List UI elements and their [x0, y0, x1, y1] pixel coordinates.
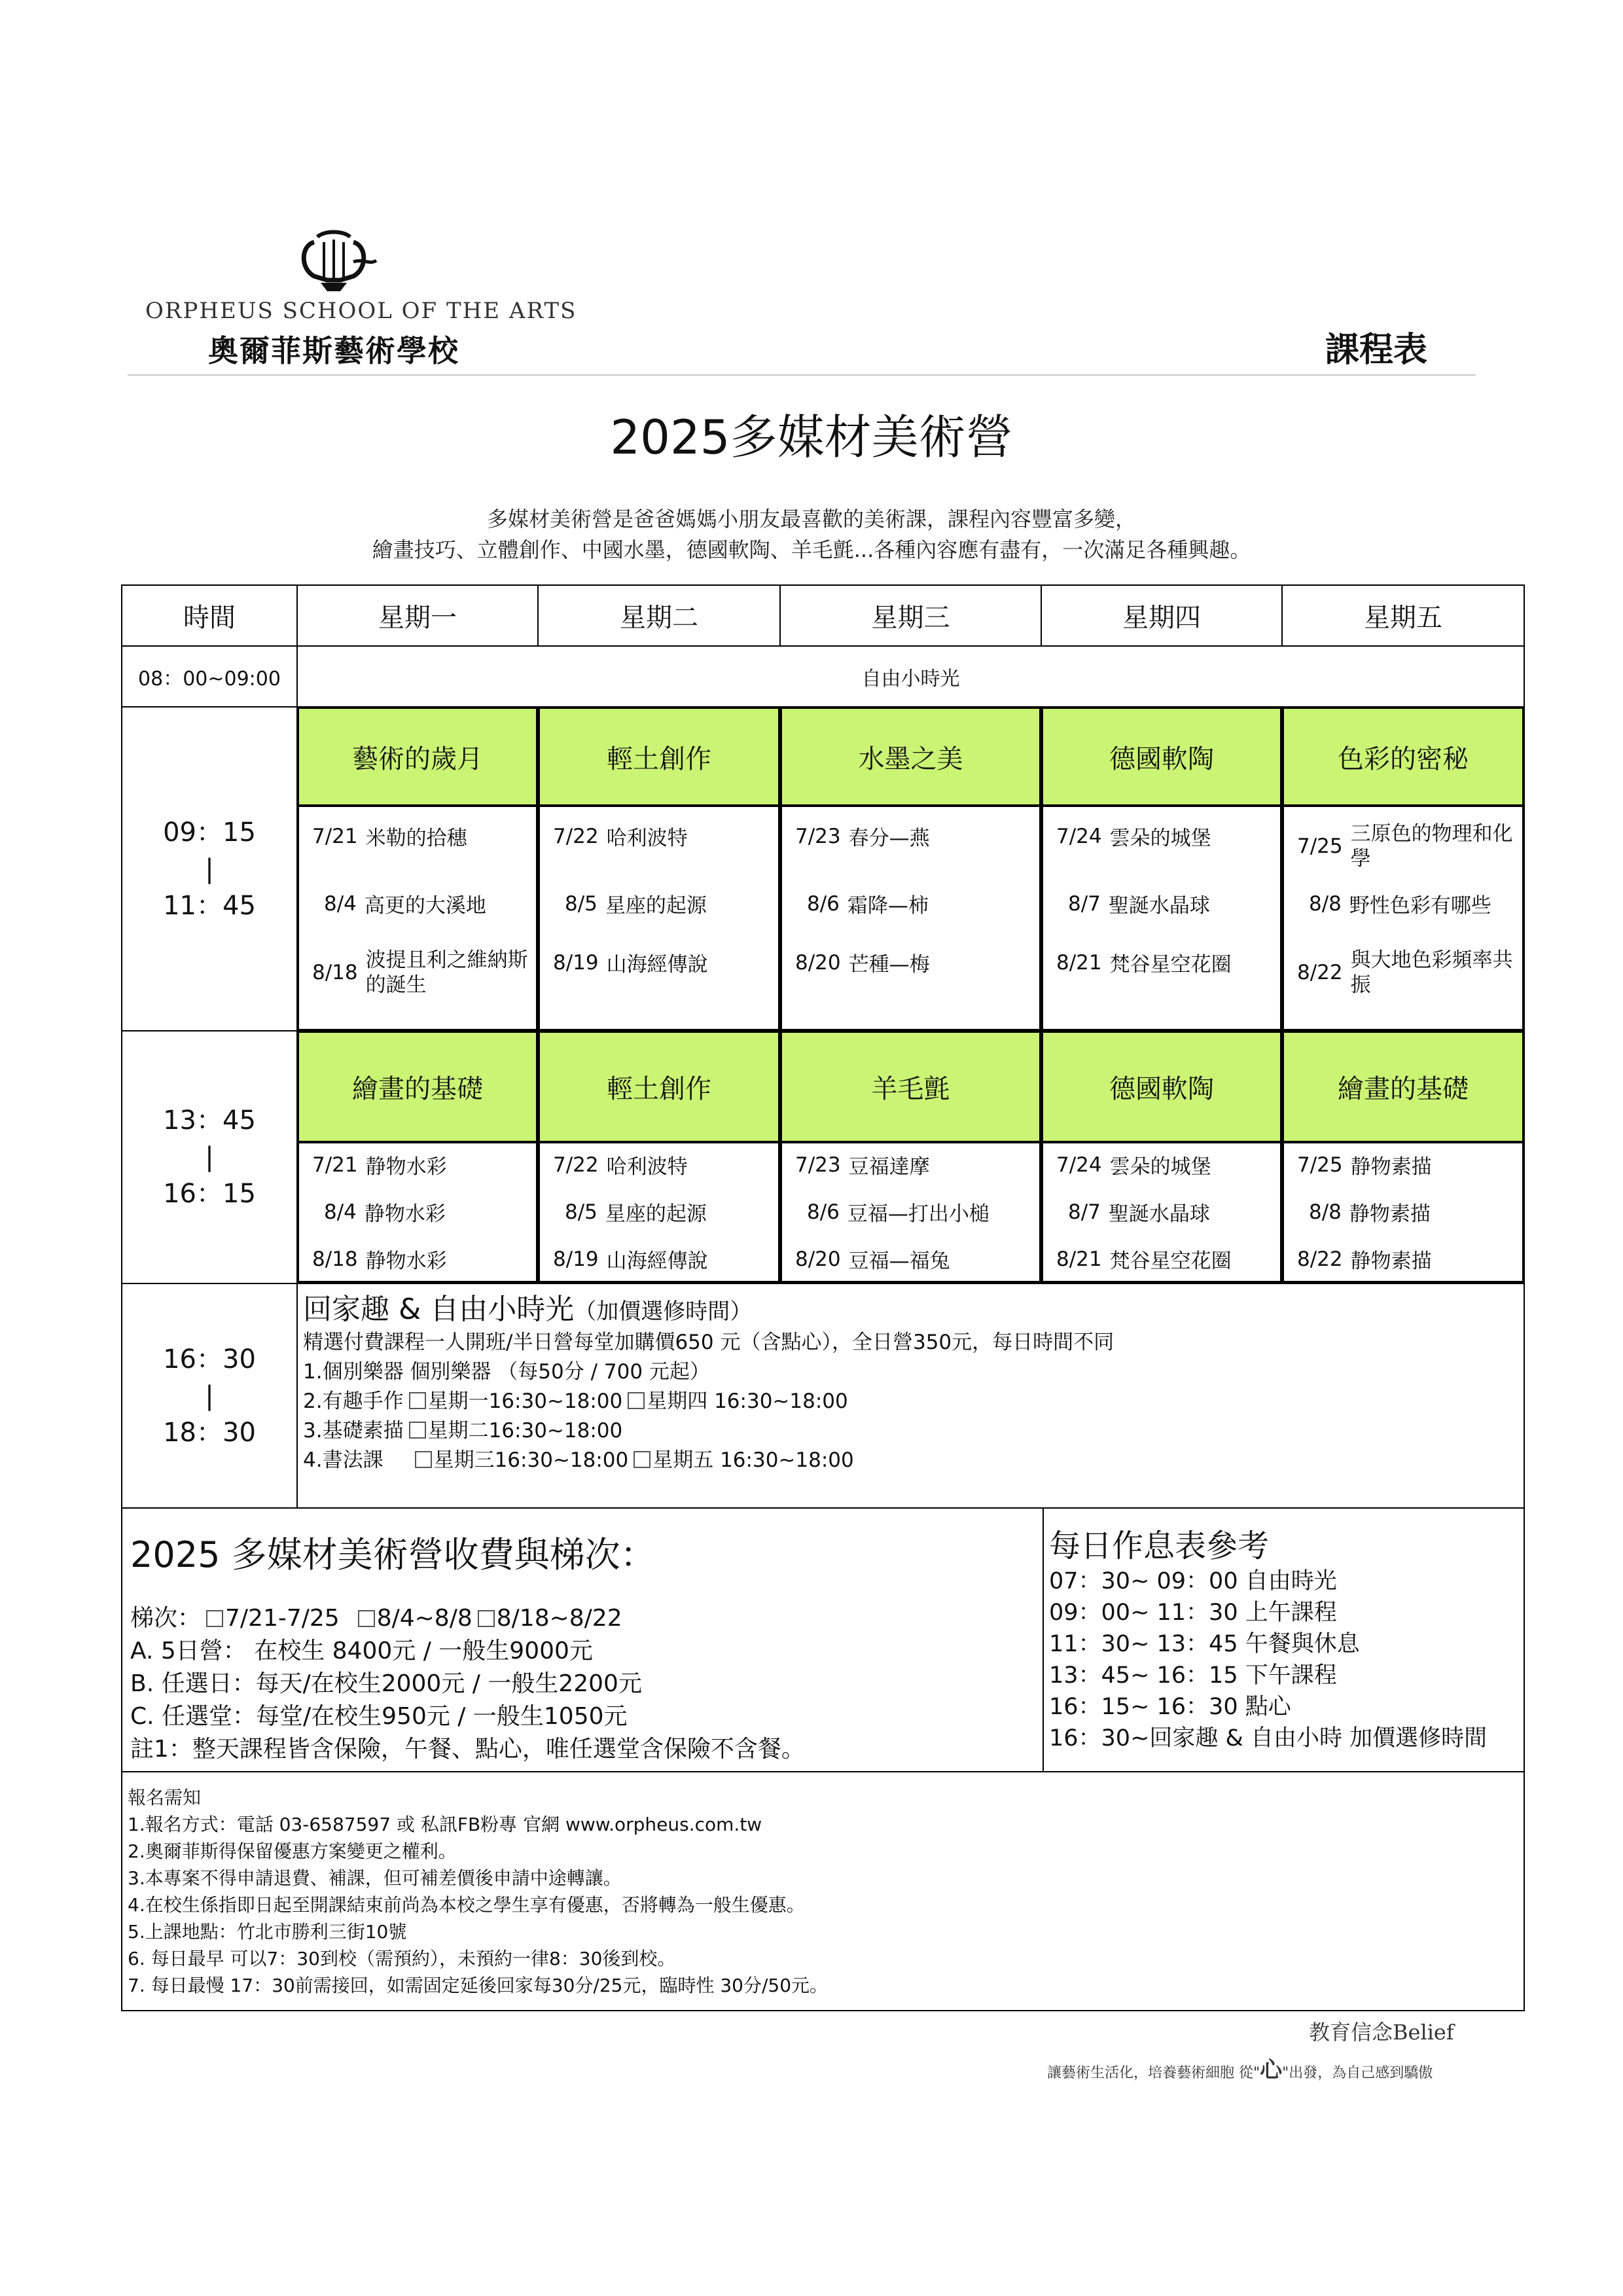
addon-item-1: 1.個別樂器 個別樂器 （每50分 / 700 元起） [303, 1360, 710, 1384]
lesson-title: 聖誕水晶球 [1108, 1202, 1210, 1226]
lesson-item [1056, 948, 1232, 977]
lesson-date: 8/5 [565, 1200, 597, 1224]
registration-notes [121, 1771, 1525, 2011]
intro-line-1: 多媒材美術營是爸爸媽媽小朋友最喜歡的美術課，課程內容豐富多變， [486, 507, 1136, 531]
fee-a: A. 5日營： 在校生 8400元 / 一般生9000元 [130, 1638, 593, 1664]
afternoon-subject-fri: 繪畫的基礎 [1281, 1030, 1525, 1143]
lesson-title: 梵谷星空花圈 [1109, 1249, 1232, 1273]
morning-lessons-tue [537, 804, 781, 1031]
lesson-title: 梵谷星空花圈 [1109, 953, 1232, 977]
lesson-title: 波提且利之維納斯的誕生 [365, 948, 528, 997]
afternoon-start: 13：45 [163, 1105, 256, 1136]
lesson-date: 8/6 [807, 891, 840, 916]
daily-line: 16：15~ 16：30 點心 [1049, 1694, 1291, 1720]
lesson-date: 7/23 [795, 824, 841, 848]
addon-item-4 [303, 1446, 1524, 1475]
checkbox[interactable] [633, 1451, 651, 1468]
lesson-date: 7/22 [553, 1153, 599, 1177]
lesson-date: 8/20 [795, 950, 841, 975]
motto-part-b: "出發，為自己感到驕傲 [1282, 2065, 1433, 2081]
lesson-title: 静物素描 [1349, 1202, 1431, 1226]
morning-sep: | [205, 853, 214, 884]
afternoon-time [121, 1030, 298, 1284]
lesson-date: 8/7 [1068, 1200, 1101, 1224]
addon-item-4-opt1: 星期三16:30~18:00 [433, 1448, 629, 1472]
lesson-date: 8/21 [1056, 1247, 1102, 1271]
lesson-item [795, 1150, 930, 1179]
notes-line: 4.在校生係指即日起至開課結束前尚為本校之學生享有優惠，否將轉為一般生優惠。 [128, 1894, 805, 1916]
morning-subject-fri: 色彩的密秘 [1281, 706, 1525, 807]
afternoon-subject-mon: 繪畫的基礎 [296, 1030, 539, 1143]
lesson-date: 7/25 [1297, 834, 1343, 858]
notes-line: 5.上課地點：竹北市勝利三街10號 [128, 1921, 407, 1943]
lesson-item [807, 889, 929, 918]
lesson-date: 8/4 [324, 891, 357, 916]
evening-start: 16：30 [163, 1344, 256, 1374]
evening-sep: | [205, 1380, 214, 1411]
lesson-item [1297, 948, 1522, 997]
afternoon-lessons-mon [296, 1141, 539, 1283]
lesson-title: 三原色的物理和化學 [1350, 822, 1513, 870]
daily-line: 16：30~回家趣 & 自由小時 加價選修時間 [1049, 1725, 1488, 1751]
lesson-item [1297, 1150, 1432, 1179]
lesson-item [1056, 821, 1211, 851]
lesson-title: 聖誕水晶球 [1108, 894, 1210, 918]
checkbox[interactable] [478, 1610, 495, 1627]
lesson-item [553, 821, 688, 851]
morning-subject-mon: 藝術的歲月 [296, 706, 539, 807]
morning-start: 09：15 [163, 817, 256, 848]
lesson-title: 豆福—福兔 [848, 1249, 950, 1273]
lesson-item [1309, 1197, 1431, 1227]
lesson-title: 野性色彩有哪些 [1349, 894, 1491, 918]
lesson-title: 星座的起源 [605, 1202, 707, 1226]
daily-line: 13：45~ 16：15 下午課程 [1049, 1662, 1337, 1689]
addon-item-3-opt1: 星期二16:30~18:00 [427, 1419, 623, 1443]
afternoon-subject-thu: 德國軟陶 [1041, 1030, 1283, 1143]
lesson-item [795, 821, 930, 851]
lesson-date: 8/19 [553, 950, 599, 975]
morning-end: 11：45 [163, 890, 256, 921]
addon-title-text: 回家趣 & 自由小時光 [303, 1293, 575, 1326]
motto-heart: 心 [1260, 2057, 1283, 2083]
lesson-item [1056, 1150, 1211, 1179]
lesson-item [324, 889, 486, 918]
lesson-title: 哈利波特 [606, 827, 688, 850]
daily-line: 07：30~ 09：00 自由時光 [1049, 1568, 1337, 1594]
addon-title [303, 1293, 1524, 1328]
day-header-mon: 星期一 [296, 584, 539, 647]
lesson-title: 芒種—梅 [848, 953, 930, 977]
lesson-item [324, 1197, 446, 1227]
daily-schedule [1043, 1507, 1525, 1772]
lesson-date: 8/8 [1309, 891, 1342, 916]
lesson-title: 哈利波特 [606, 1155, 688, 1179]
motto-part-a: 讓藝術生活化，培養藝術細胞 從" [1047, 2065, 1260, 2081]
free-time-slot: 08：00~09:00 [121, 645, 298, 708]
lesson-date: 8/7 [1068, 891, 1101, 916]
afternoon-end: 16：15 [163, 1179, 256, 1209]
checkbox[interactable] [628, 1392, 645, 1409]
lesson-date: 8/8 [1309, 1200, 1342, 1224]
lesson-date: 7/23 [795, 1153, 841, 1177]
addon-item-2-label: 2.有趣手作 [303, 1390, 404, 1413]
lesson-item [565, 889, 707, 918]
session-2: 8/4~8/8 [376, 1605, 473, 1632]
header-divider [128, 374, 1476, 376]
lesson-title: 豆福—打出小槌 [847, 1202, 990, 1226]
school-name-zh: 奧爾菲斯藝術學校 [208, 333, 459, 368]
lesson-item [553, 1244, 708, 1274]
checkbox[interactable] [206, 1610, 223, 1627]
lesson-date: 8/22 [1297, 961, 1343, 984]
morning-subject-thu: 德國軟陶 [1041, 706, 1283, 807]
checkbox[interactable] [409, 1422, 426, 1439]
afternoon-sep: | [205, 1142, 214, 1172]
lesson-title: 山海經傳說 [606, 1249, 708, 1273]
fee-c: C. 任選堂：每堂/在校生950元 / 一般生1050元 [130, 1703, 628, 1730]
lesson-item [1297, 821, 1522, 871]
checkbox[interactable] [415, 1451, 432, 1468]
fees-section [121, 1507, 1044, 1772]
schedule-table [121, 584, 1525, 1509]
lesson-item [1056, 1244, 1232, 1274]
lesson-date: 8/6 [807, 1200, 840, 1224]
day-header-wed: 星期三 [779, 584, 1042, 647]
lesson-item [1297, 1244, 1432, 1274]
lesson-title: 静物素描 [1350, 1249, 1432, 1273]
lesson-item [1068, 1197, 1210, 1227]
lesson-item [565, 1197, 707, 1227]
morning-subject-tue: 輕土創作 [537, 706, 781, 807]
sessions-label: 梯次： [130, 1605, 202, 1632]
lesson-item [1309, 889, 1491, 918]
lesson-title: 與大地色彩頻率共振 [1350, 948, 1513, 997]
lesson-item [312, 1150, 447, 1179]
intro-line-2: 繪畫技巧、立體創作、中國水墨，德國軟陶、羊毛氈...各種內容應有盡有，一次滿足各種興趣。 [372, 537, 1251, 562]
session-3: 8/18~8/22 [496, 1605, 622, 1632]
morning-lessons-mon [296, 804, 539, 1031]
lesson-title: 雲朵的城堡 [1109, 1155, 1211, 1179]
free-time-label: 自由小時光 [296, 645, 1525, 708]
fees-title: 2025 多媒材美術營收費與梯次： [130, 1534, 656, 1575]
motto [1047, 2052, 1433, 2084]
lesson-title: 静物水彩 [365, 1155, 447, 1179]
daily-line: 09：00~ 11：30 上午課程 [1049, 1600, 1337, 1626]
addon-item-2-opt1: 星期一16:30~18:00 [427, 1390, 623, 1413]
morning-lessons-thu [1041, 804, 1283, 1031]
notes-line: 2.奧爾菲斯得保留優惠方案變更之權利。 [128, 1840, 457, 1862]
notes-line: 7. 每日最慢 17：30前需接回，如需固定延後回家每30分/25元，臨時性 30分/50元。 [128, 1975, 829, 1996]
document-label: 課程表 [1325, 330, 1428, 370]
day-header-tue: 星期二 [537, 584, 781, 647]
lesson-title: 高更的大溪地 [364, 894, 486, 918]
day-header-thu: 星期四 [1041, 584, 1283, 647]
sessions-line [130, 1602, 1043, 1635]
lesson-date: 8/5 [565, 891, 597, 916]
daily-title: 每日作息表參考 [1049, 1528, 1270, 1564]
afternoon-subject-tue: 輕土創作 [537, 1030, 781, 1143]
lesson-date: 8/18 [312, 1247, 358, 1271]
lesson-date: 8/22 [1297, 1247, 1343, 1271]
addon-desc: 精選付費課程一人開班/半日營每堂加購價650 元（含點心），全日營350元，每日時間不同 [303, 1331, 1115, 1354]
lesson-title: 静物水彩 [365, 1249, 447, 1273]
lyre-logo-icon [288, 229, 380, 295]
afternoon-lessons-tue [537, 1141, 781, 1283]
evening-end: 18：30 [163, 1417, 256, 1448]
lesson-title: 豆福達摩 [848, 1155, 930, 1179]
afternoon-lessons-fri [1281, 1141, 1525, 1283]
lesson-title: 春分—燕 [848, 827, 930, 850]
lesson-item [795, 948, 930, 977]
lesson-item [795, 1244, 950, 1274]
lesson-item [553, 948, 708, 977]
lesson-title: 米勒的拾穗 [365, 827, 467, 850]
lesson-title: 星座的起源 [605, 894, 707, 918]
lesson-item [1068, 889, 1210, 918]
addon-item-2-opt2: 星期四 16:30~18:00 [647, 1390, 848, 1413]
notes-line: 6. 每日最早 可以7：30到校（需預約），未預約一律8：30後到校。 [128, 1948, 676, 1969]
addon-item-3-label: 3.基礎素描 [303, 1419, 404, 1443]
addon-item-3 [303, 1416, 1524, 1446]
page-title: 2025多媒材美術營 [610, 410, 1013, 465]
lesson-title: 静物素描 [1350, 1155, 1432, 1179]
lesson-item [807, 1197, 990, 1227]
daily-lines [1049, 1566, 1524, 1754]
lesson-item [553, 1150, 688, 1179]
notes-title: 報名需知 [128, 1787, 202, 1808]
session-1: 7/21-7/25 [225, 1605, 340, 1632]
lesson-date: 7/21 [312, 1153, 358, 1177]
morning-lessons-wed [779, 804, 1042, 1031]
addon-item-4-opt2: 星期五 16:30~18:00 [652, 1448, 854, 1472]
afternoon-lessons-wed [779, 1141, 1042, 1283]
notes-line: 1.報名方式：電話 03-6587597 或 私訊FB粉專 官網 www.orpheus.com.tw [128, 1814, 762, 1835]
lesson-date: 7/24 [1056, 1153, 1102, 1177]
lesson-item [312, 1244, 447, 1274]
morning-time [121, 706, 298, 1031]
lesson-item [312, 948, 536, 997]
lesson-date: 8/21 [1056, 950, 1102, 975]
lesson-date: 7/25 [1297, 1153, 1343, 1177]
lesson-date: 8/19 [553, 1247, 599, 1271]
evening-addon [296, 1283, 1525, 1509]
afternoon-subject-wed: 羊毛氈 [779, 1030, 1042, 1143]
addon-item-4-label: 4.書法課 [303, 1448, 383, 1472]
lesson-title: 山海經傳說 [606, 953, 708, 977]
lesson-date: 8/18 [312, 961, 358, 984]
checkbox[interactable] [409, 1392, 426, 1409]
fee-b: B. 任選日：每天/在校生2000元 / 一般生2200元 [130, 1670, 642, 1697]
morning-subject-wed: 水墨之美 [779, 706, 1042, 807]
notes-line: 3.本專案不得申請退費、補課，但可補差價後申請中途轉讓。 [128, 1867, 622, 1889]
time-header: 時間 [121, 584, 298, 647]
lesson-title: 静物水彩 [364, 1202, 446, 1226]
lesson-item [312, 821, 467, 851]
school-name-en: ORPHEUS SCHOOL OF THE ARTS [145, 298, 577, 324]
lesson-date: 7/24 [1056, 824, 1102, 848]
afternoon-lessons-thu [1041, 1141, 1283, 1283]
lesson-date: 8/4 [324, 1200, 357, 1224]
morning-lessons-fri [1281, 804, 1525, 1031]
lesson-date: 7/22 [553, 824, 599, 848]
evening-time [121, 1283, 298, 1509]
checkbox[interactable] [358, 1610, 375, 1627]
fee-note: 註1：整天課程皆含保險，午餐、點心，唯任選堂含保險不含餐。 [130, 1736, 805, 1763]
notes-lines [128, 1811, 1524, 1999]
day-header-fri: 星期五 [1281, 584, 1525, 647]
daily-line: 11：30~ 13：45 午餐與休息 [1049, 1631, 1360, 1657]
lesson-date: 8/20 [795, 1247, 841, 1271]
lesson-title: 霜降—柿 [847, 894, 929, 918]
addon-title-note: （加價選修時間） [574, 1299, 753, 1325]
lesson-date: 7/21 [312, 824, 358, 848]
addon-item-2 [303, 1387, 1524, 1416]
belief-label: 教育信念Belief [1309, 2020, 1454, 2045]
lesson-title: 雲朵的城堡 [1109, 827, 1211, 850]
